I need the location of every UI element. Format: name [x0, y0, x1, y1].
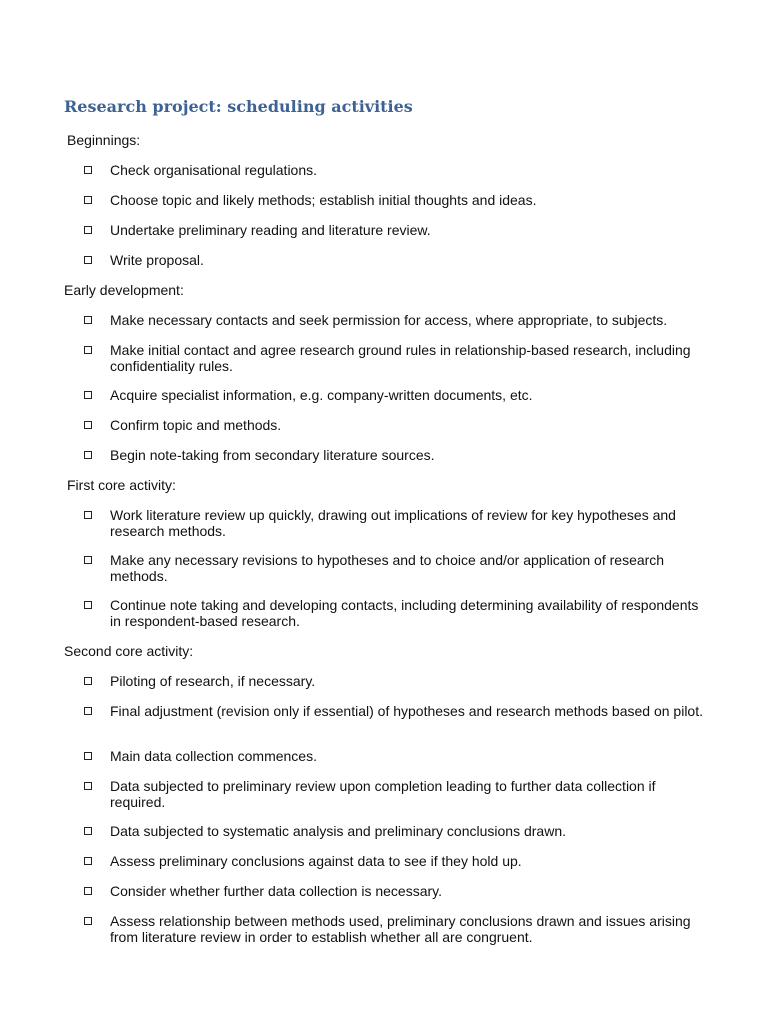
checklist-item — [84, 552, 714, 584]
checkbox-icon[interactable] — [84, 677, 92, 685]
checkbox-icon[interactable] — [84, 421, 92, 429]
checkbox-icon[interactable] — [84, 391, 92, 399]
checklist-item — [84, 222, 714, 238]
checklist-item-text: Check organisational regulations. — [110, 162, 318, 178]
checklist-item-text: Main data collection commences. — [110, 748, 317, 764]
checkbox-icon[interactable] — [84, 256, 92, 264]
checkbox-icon[interactable] — [84, 226, 92, 234]
checklist-item-text: Assess preliminary conclusions against data to see if they hold up. — [110, 853, 522, 869]
checklist-item-text: Choose topic and likely methods; establish initial thoughts and ideas. — [110, 192, 537, 208]
checklist-item-text: Make necessary contacts and seek permission for access, where appropriate, to subjects. — [110, 312, 668, 328]
checklist-item — [84, 823, 714, 839]
checklist-item-text: Begin note-taking from secondary literature sources. — [110, 447, 435, 463]
checklist-item — [84, 417, 714, 433]
checklist-item — [84, 853, 714, 869]
checklist-item — [84, 312, 714, 328]
checklist-item-text: Piloting of research, if necessary. — [110, 673, 316, 689]
checkbox-icon[interactable] — [84, 451, 92, 459]
checkbox-icon[interactable] — [84, 511, 92, 519]
checklist-item — [84, 703, 714, 719]
section-heading-beginnings: Beginnings: — [67, 132, 141, 148]
checklist-item-text: Undertake preliminary reading and literature review. — [110, 222, 431, 238]
checkbox-icon[interactable] — [84, 196, 92, 204]
checklist-item-text: Data subjected to preliminary review upon completion leading to further data collection if required. — [110, 778, 656, 810]
checklist-item — [84, 252, 714, 268]
checklist-item-text: Make initial contact and agree research ground rules in relationship-based research, including confidentiality rules. — [110, 342, 691, 374]
checkbox-icon[interactable] — [84, 316, 92, 324]
checkbox-icon[interactable] — [84, 166, 92, 174]
section-heading-early-development: Early development: — [64, 282, 184, 298]
document-title: Research project: scheduling activities — [64, 97, 413, 116]
checkbox-icon[interactable] — [84, 827, 92, 835]
checklist-item-text: Confirm topic and methods. — [110, 417, 282, 433]
checklist-item — [84, 748, 714, 764]
checklist-item — [84, 597, 714, 629]
checklist-item — [84, 507, 714, 539]
checklist-item-text: Data subjected to systematic analysis and preliminary conclusions drawn. — [110, 823, 566, 839]
checkbox-icon[interactable] — [84, 752, 92, 760]
checklist-item — [84, 162, 714, 178]
checkbox-icon[interactable] — [84, 556, 92, 564]
checkbox-icon[interactable] — [84, 346, 92, 354]
checklist-item-text: Continue note taking and developing contacts, including determining availability of respondents in respondent-based research. — [110, 597, 699, 629]
checklist-item — [84, 192, 714, 208]
checklist-item — [84, 913, 714, 945]
checklist-item — [84, 387, 714, 403]
checklist-item — [84, 673, 714, 689]
section-heading-second-core-activity: Second core activity: — [64, 643, 194, 659]
checklist-item-text: Acquire specialist information, e.g. company-written documents, etc. — [110, 387, 533, 403]
checklist-item-text: Make any necessary revisions to hypotheses and to choice and/or application of research methods. — [110, 552, 665, 584]
checkbox-icon[interactable] — [84, 917, 92, 925]
checklist-item-text: Write proposal. — [110, 252, 204, 268]
checkbox-icon[interactable] — [84, 707, 92, 715]
checkbox-icon[interactable] — [84, 857, 92, 865]
checkbox-icon[interactable] — [84, 887, 92, 895]
checklist-item-text: Final adjustment (revision only if essential) of hypotheses and research methods based on pilot. — [110, 703, 703, 719]
checklist-item — [84, 883, 714, 899]
checkbox-icon[interactable] — [84, 601, 92, 609]
section-heading-first-core-activity: First core activity: — [67, 477, 176, 493]
checklist-item-text: Consider whether further data collection is necessary. — [110, 883, 443, 899]
checklist-item-text: Work literature review up quickly, drawing out implications of review for key hypotheses and research methods. — [110, 507, 676, 539]
checklist-item — [84, 342, 714, 374]
checkbox-icon[interactable] — [84, 782, 92, 790]
checklist-item — [84, 447, 714, 463]
checklist-item — [84, 778, 714, 810]
checklist-item-text: Assess relationship between methods used, preliminary conclusions drawn and issues arising from literature review in order to establish whether all are congruent. — [110, 913, 691, 945]
